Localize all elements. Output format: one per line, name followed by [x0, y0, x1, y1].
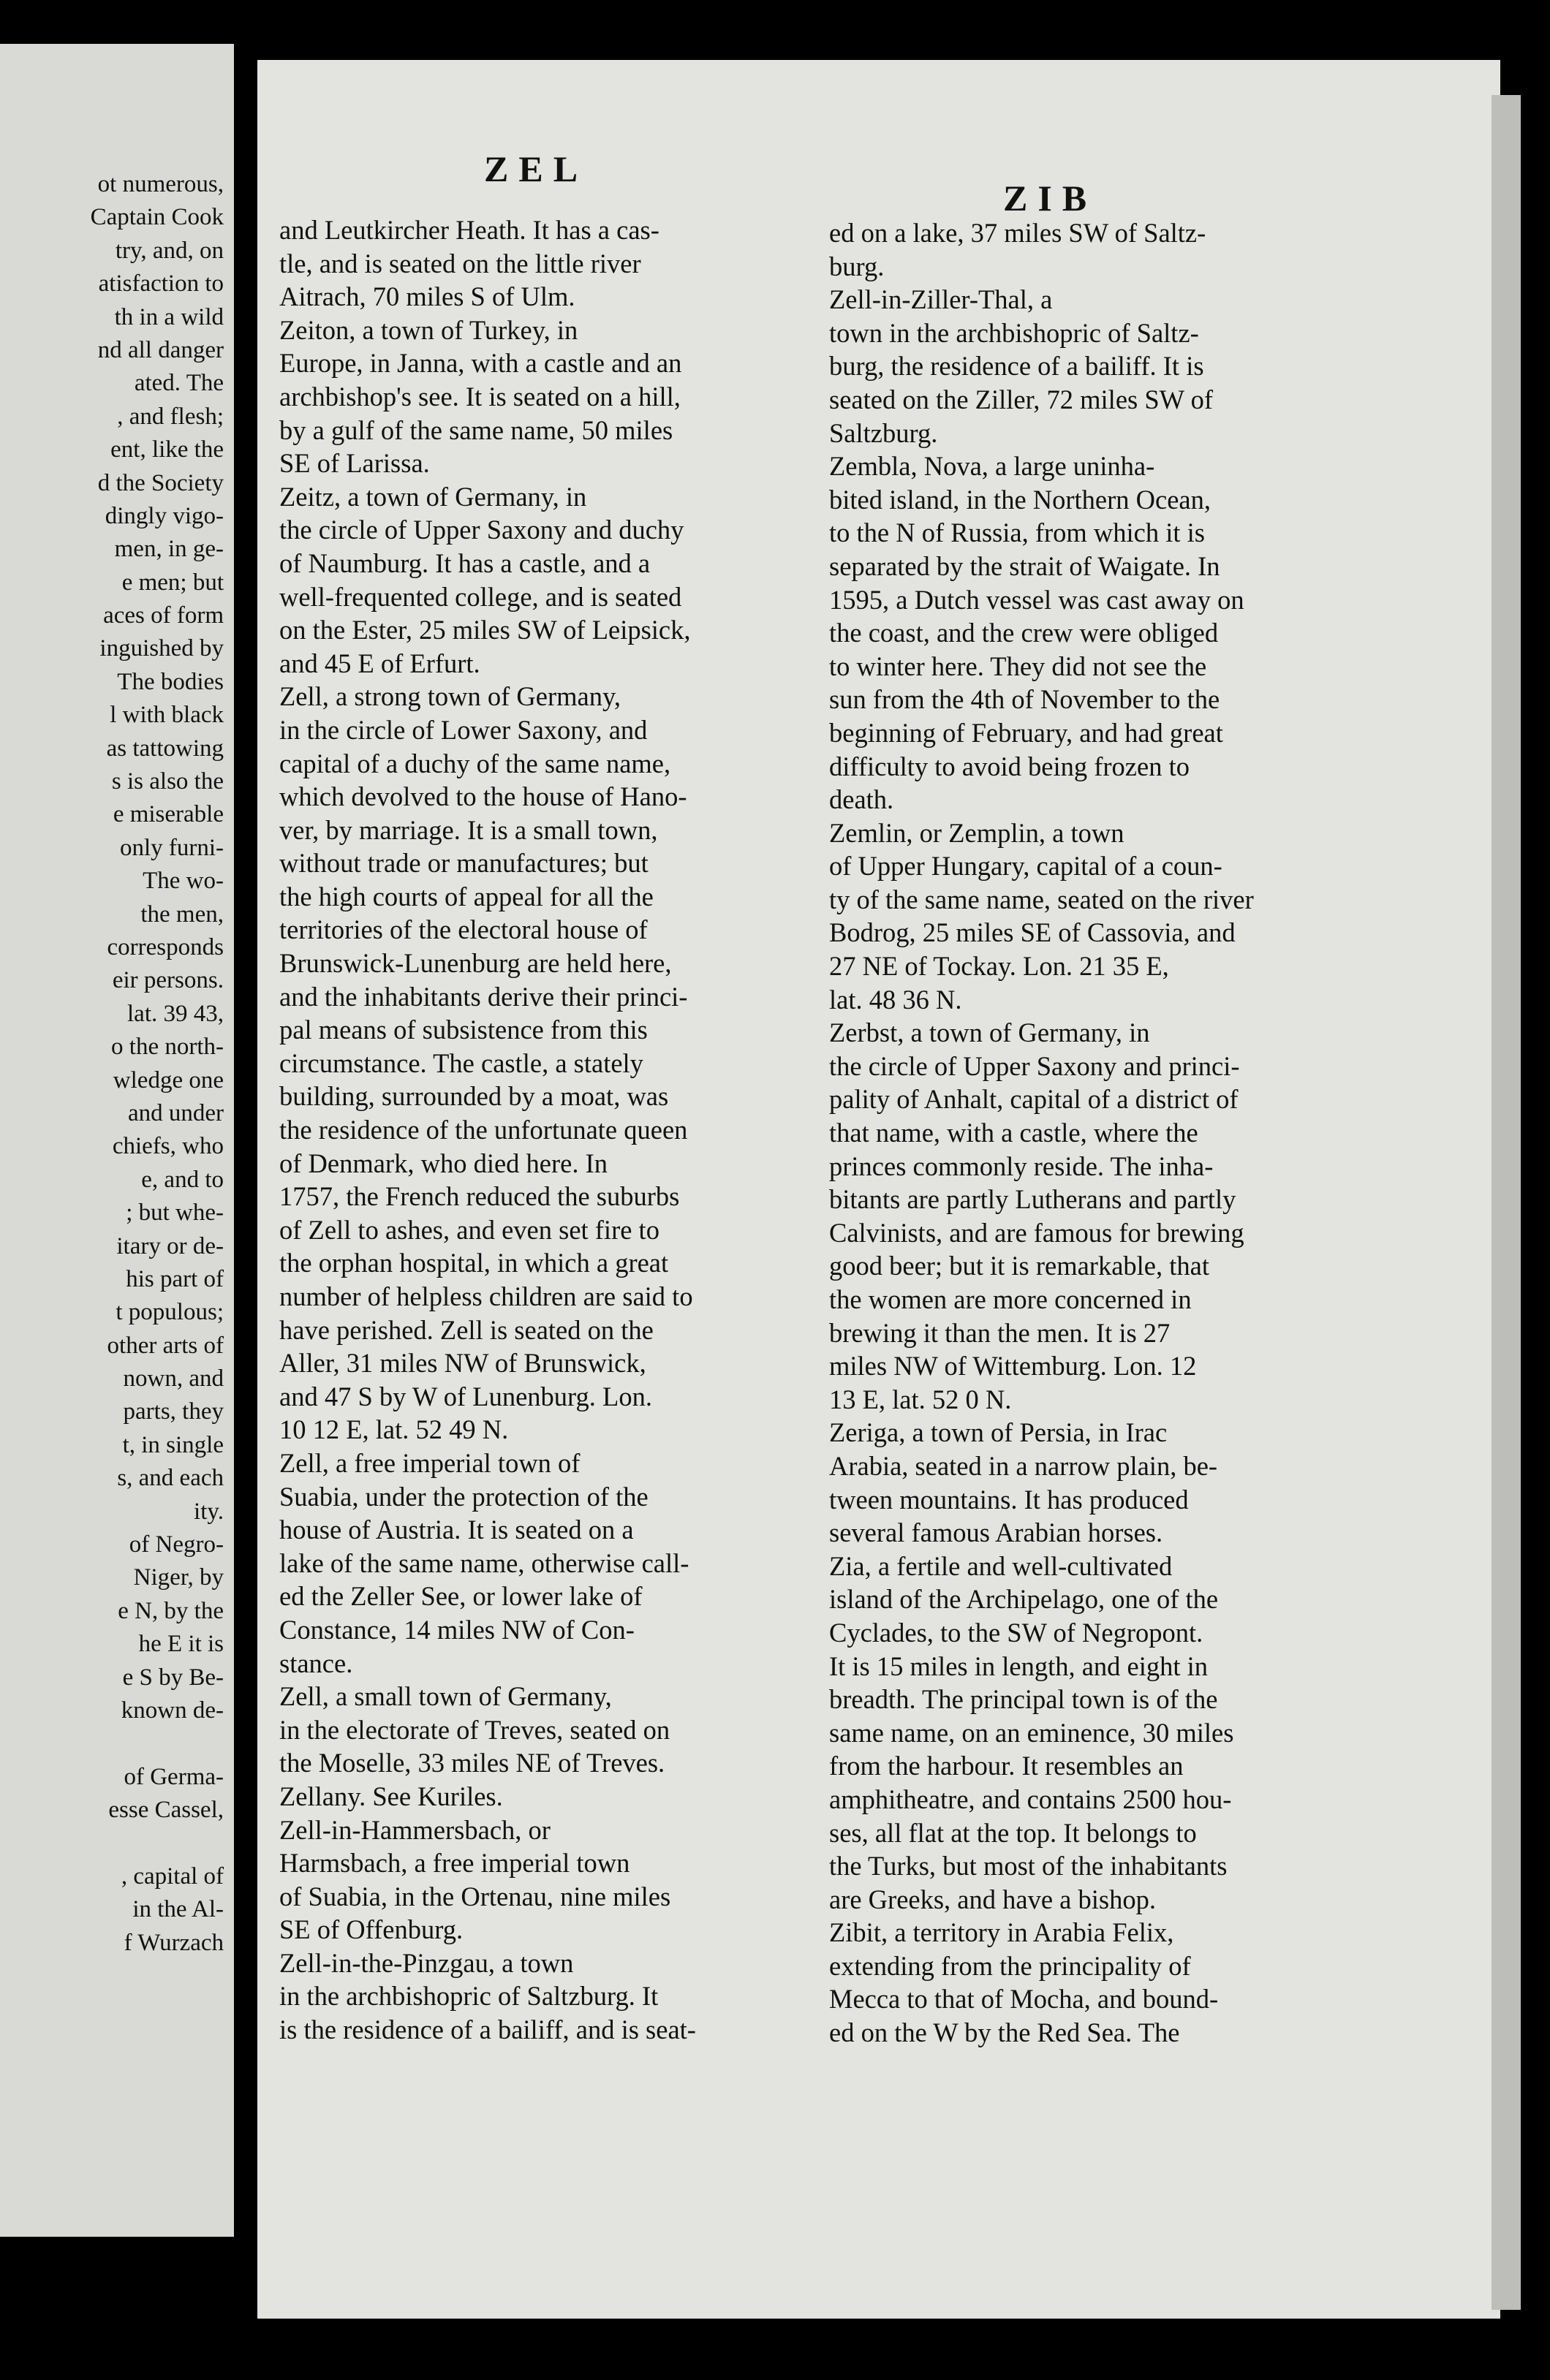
left-page-line: e N, by the — [118, 1597, 224, 1624]
text-line: Zeiton, a town of Turkey, in — [279, 314, 578, 345]
left-page-line: his part of — [126, 1265, 224, 1292]
left-page-line: t, in single — [122, 1431, 224, 1458]
text-line: amphitheatre, and contains 2500 hou- — [829, 1784, 1232, 1814]
text-line: in the electorate of Treves, seated on — [279, 1714, 670, 1745]
text-line: Zemlin, or Zemplin, a town — [829, 817, 1124, 848]
left-page-line: The bodies — [117, 668, 224, 695]
text-line: are Greeks, and have a bishop. — [829, 1884, 1156, 1914]
text-line: ver, by marriage. It is a small town, — [279, 814, 658, 845]
text-line: ses, all flat at the top. It belongs to — [829, 1817, 1197, 1848]
text-line: of Denmark, who died here. In — [279, 1148, 608, 1178]
page-edge — [1492, 95, 1521, 2310]
text-line: Zeitz, a town of Germany, in — [279, 481, 587, 512]
text-line: same name, on an eminence, 30 miles — [829, 1717, 1234, 1748]
text-line: Mecca to that of Mocha, and bound- — [829, 1984, 1219, 2015]
left-page-line: men, in ge- — [114, 536, 224, 563]
text-line: house of Austria. It is seated on a — [279, 1515, 634, 1545]
text-line: princes commonly reside. The inha- — [829, 1151, 1214, 1181]
left-page-line: ; but whe- — [126, 1200, 224, 1227]
text-line: lat. 48 36 N. — [829, 984, 962, 1015]
left-page-line: eir persons. — [112, 967, 224, 994]
text-line: SE of Offenburg. — [279, 1914, 464, 1945]
text-line: from the harbour. It resembles an — [829, 1751, 1184, 1781]
text-line: and 47 S by W of Lunenburg. Lon. — [279, 1381, 652, 1411]
text-line: Zibit, a territory in Arabia Felix, — [829, 1917, 1174, 1948]
left-page-line: Niger, by — [133, 1564, 224, 1591]
text-line: of Zell to ashes, and even set fire to — [279, 1214, 659, 1245]
text-line: Zell-in-Hammersbach, or — [279, 1814, 551, 1845]
text-line: circumstance. The castle, a stately — [279, 1047, 643, 1078]
text-line: the residence of the unfortunate queen — [279, 1115, 688, 1145]
running-header — [257, 148, 1500, 219]
left-page-line: corresponds — [107, 933, 224, 960]
left-page-line: he E it is — [138, 1631, 224, 1658]
text-line: the coast, and the crew were obliged — [829, 618, 1219, 648]
text-line: of Upper Hungary, capital of a coun- — [829, 851, 1222, 882]
left-page-line: the men, — [140, 901, 224, 928]
left-page-line: known de- — [121, 1697, 224, 1724]
text-line: number of helpless children are said to — [279, 1281, 693, 1311]
left-page-line: e, and to — [141, 1166, 224, 1193]
header-left-catchword: ZEL — [484, 148, 589, 189]
left-page-line: e miserable — [113, 801, 224, 828]
left-page-line: parts, they — [123, 1398, 224, 1425]
text-column-right — [829, 216, 1341, 2050]
text-line: the Turks, but most of the inhabitants — [829, 1851, 1228, 1881]
text-line: and 45 E of Erfurt. — [279, 648, 480, 678]
text-line: capital of a duchy of the same name, — [279, 748, 671, 778]
text-line: separated by the strait of Waigate. In — [829, 550, 1220, 581]
left-page-line: wledge one — [113, 1066, 224, 1094]
text-line: tween mountains. It has produced — [829, 1484, 1189, 1515]
text-line: Cyclades, to the SW of Negropont. — [829, 1617, 1203, 1648]
left-page-line: Captain Cook — [90, 204, 224, 231]
text-line: pal means of subsistence from this — [279, 1015, 648, 1045]
text-line: SE of Larissa. — [279, 448, 430, 479]
left-page-line: atisfaction to — [98, 270, 224, 298]
text-line: to the N of Russia, from which it is — [829, 518, 1205, 548]
header-right-catchword: ZIB — [1003, 178, 1097, 219]
text-line: lake of the same name, otherwise call- — [279, 1547, 689, 1578]
text-line: Calvinists, and are famous for brewing — [829, 1217, 1244, 1248]
text-line: Suabia, under the protection of the — [279, 1481, 649, 1512]
text-line: by a gulf of the same name, 50 miles — [279, 414, 673, 445]
text-line: Arabia, seated in a narrow plain, be- — [829, 1450, 1218, 1481]
text-line: breadth. The principal town is of the — [829, 1684, 1218, 1715]
left-page-line — [0, 1727, 224, 1760]
text-line: Aitrach, 70 miles S of Ulm. — [279, 281, 575, 312]
text-line: the high courts of appeal for all the — [279, 881, 654, 912]
text-line: Constance, 14 miles NW of Con- — [279, 1614, 635, 1645]
text-line: bitants are partly Lutherans and partly — [829, 1184, 1236, 1215]
text-line: in the circle of Lower Saxony, and — [279, 714, 648, 745]
left-page-line: ity. — [194, 1498, 224, 1525]
text-line: Zellany. See Kuriles. — [279, 1781, 503, 1811]
text-line: 27 NE of Tockay. Lon. 21 35 E, — [829, 951, 1169, 982]
left-page-line: th in a wild — [114, 303, 224, 330]
left-page-line: o the north- — [111, 1034, 224, 1061]
text-line: Harmsbach, a free imperial town — [279, 1848, 630, 1879]
left-page-line: ated. The — [134, 370, 224, 397]
text-line: 10 12 E, lat. 52 49 N. — [279, 1414, 509, 1445]
left-page-line: lat. 39 43, — [127, 1000, 224, 1027]
text-line: Zell, a free imperial town of — [279, 1447, 581, 1478]
text-line: Zembla, Nova, a large uninha- — [829, 451, 1155, 482]
left-page-line: other arts of — [107, 1332, 224, 1359]
left-page-line: e S by Be- — [122, 1664, 224, 1691]
text-line: Zell-in-Ziller-Thal, a — [829, 284, 1053, 315]
text-line: Saltzburg. — [829, 417, 938, 448]
text-line: the circle of Upper Saxony and duchy — [279, 515, 684, 545]
text-line: It is 15 miles in length, and eight in — [829, 1651, 1209, 1681]
left-page-line: nd all danger — [97, 336, 224, 363]
left-page-line: only furni- — [119, 834, 224, 861]
text-line: the orphan hospital, in which a great — [279, 1248, 669, 1278]
text-line: burg, the residence of a bailiff. It is — [829, 351, 1204, 382]
text-line: stance. — [279, 1648, 353, 1678]
left-page-line: s, and each — [117, 1465, 224, 1492]
main-page — [257, 60, 1500, 2319]
text-column-left — [279, 213, 791, 2047]
text-line: and the inhabitants derive their princi- — [279, 981, 688, 1012]
text-line: the circle of Upper Saxony and princi- — [829, 1050, 1240, 1081]
text-line: of Suabia, in the Ortenau, nine miles — [279, 1881, 671, 1911]
text-line: 1595, a Dutch vessel was cast away on — [829, 584, 1244, 615]
text-line: Zerbst, a town of Germany, in — [829, 1017, 1150, 1048]
text-line: 13 E, lat. 52 0 N. — [829, 1384, 1012, 1414]
text-line: Aller, 31 miles NW of Brunswick, — [279, 1348, 646, 1379]
book-gutter — [234, 29, 256, 2368]
left-page-line: of Negro- — [129, 1531, 224, 1558]
text-line: 1757, the French reduced the suburbs — [279, 1181, 680, 1212]
text-line: of Naumburg. It has a castle, and a — [279, 547, 651, 578]
left-page-line: The wo- — [143, 868, 224, 895]
left-page-line: s is also the — [111, 768, 224, 795]
left-page-text — [0, 168, 224, 1960]
text-line: Zia, a fertile and well-cultivated — [829, 1550, 1173, 1581]
text-line: in the archbishopric of Saltzburg. It — [279, 1981, 659, 2012]
text-line: sun from the 4th of November to the — [829, 684, 1220, 715]
text-line: ty of the same name, seated on the river — [829, 884, 1254, 914]
text-line: the women are more concerned in — [829, 1284, 1192, 1314]
text-line: Bodrog, 25 miles SE of Cassovia, and — [829, 917, 1236, 948]
text-line: bited island, in the Northern Ocean, — [829, 484, 1211, 515]
text-line: Zell-in-the-Pinzgau, a town — [279, 1947, 574, 1978]
text-line: territories of the electoral house of — [279, 914, 648, 945]
left-page-line: chiefs, who — [112, 1133, 224, 1160]
left-page-line: dingly vigo- — [105, 502, 224, 529]
text-line: brewing it than the men. It is 27 — [829, 1317, 1171, 1348]
left-page-line: d the Society — [97, 469, 224, 496]
left-page-line: and under — [127, 1099, 224, 1126]
left-page-line: t populous; — [116, 1299, 224, 1326]
text-line: building, surrounded by a moat, was — [279, 1081, 669, 1112]
left-page-line: e men; but — [121, 569, 224, 596]
text-line: Brunswick-Lunenburg are held here, — [279, 948, 672, 979]
text-line: without trade or manufactures; but — [279, 848, 649, 879]
text-line: Europe, in Janna, with a castle and an — [279, 348, 682, 379]
text-line: have perished. Zell is seated on the — [279, 1314, 654, 1345]
text-line: which devolved to the house of Hano- — [279, 781, 687, 812]
text-line: ed the Zeller See, or lower lake of — [279, 1581, 643, 1612]
text-line: pality of Anhalt, capital of a district of — [829, 1084, 1239, 1115]
left-page-line: ot numerous, — [97, 171, 224, 197]
text-line: that name, with a castle, where the — [829, 1118, 1198, 1148]
left-page-line — [0, 1827, 224, 1860]
text-line: and Leutkircher Heath. It has a cas- — [279, 215, 659, 245]
left-page-line: , and flesh; — [117, 403, 224, 430]
text-line: town in the archbishopric of Saltz- — [829, 317, 1199, 348]
left-page-line: l with black — [110, 702, 224, 729]
text-line: ed on the W by the Red Sea. The — [829, 2017, 1180, 2048]
left-page-line: as tattowing — [106, 735, 224, 762]
text-line: the Moselle, 33 miles NE of Treves. — [279, 1748, 665, 1778]
text-line: ed on a lake, 37 miles SW of Saltz- — [829, 218, 1206, 248]
text-line: tle, and is seated on the little river — [279, 248, 641, 278]
left-page-line: of Germa- — [124, 1763, 224, 1790]
text-line: good beer; but it is remarkable, that — [829, 1251, 1209, 1281]
left-page-line: try, and, on — [115, 237, 224, 264]
text-line: on the Ester, 25 miles SW of Leipsick, — [279, 615, 691, 645]
text-line: burg. — [829, 251, 885, 281]
text-line: Zeriga, a town of Persia, in Irac — [829, 1417, 1168, 1448]
left-page-line: itary or de- — [116, 1232, 224, 1259]
left-page-line: , capital of — [121, 1862, 224, 1890]
text-line: to winter here. They did not see the — [829, 651, 1207, 681]
text-line: is the residence of a bailiff, and is seat- — [279, 2015, 696, 2045]
text-line: island of the Archipelago, one of the — [829, 1584, 1219, 1615]
left-page-line: in the Al- — [132, 1896, 224, 1923]
left-page-line: f Wurzach — [124, 1929, 224, 1956]
text-line: seated on the Ziller, 72 miles SW of — [829, 384, 1213, 414]
left-page-fragment — [0, 44, 234, 2237]
left-page-line: ent, like the — [110, 436, 224, 463]
left-page-line: inguished by — [99, 635, 224, 662]
text-line: death. — [829, 784, 894, 815]
left-page-line: aces of form — [103, 602, 224, 629]
text-line: archbishop's see. It is seated on a hill, — [279, 381, 681, 412]
text-line: miles NW of Wittemburg. Lon. 12 — [829, 1351, 1197, 1382]
text-line: Zell, a small town of Germany, — [279, 1681, 612, 1712]
text-line: extending from the principality of — [829, 1950, 1191, 1981]
text-line: Zell, a strong town of Germany, — [279, 681, 621, 712]
text-line: difficulty to avoid being frozen to — [829, 751, 1190, 781]
left-page-line: nown, and — [123, 1365, 224, 1392]
text-line: well-frequented college, and is seated — [279, 581, 682, 612]
left-page-line: esse Cassel, — [108, 1797, 224, 1824]
text-line: beginning of February, and had great — [829, 717, 1223, 748]
text-line: several famous Arabian horses. — [829, 1517, 1163, 1548]
